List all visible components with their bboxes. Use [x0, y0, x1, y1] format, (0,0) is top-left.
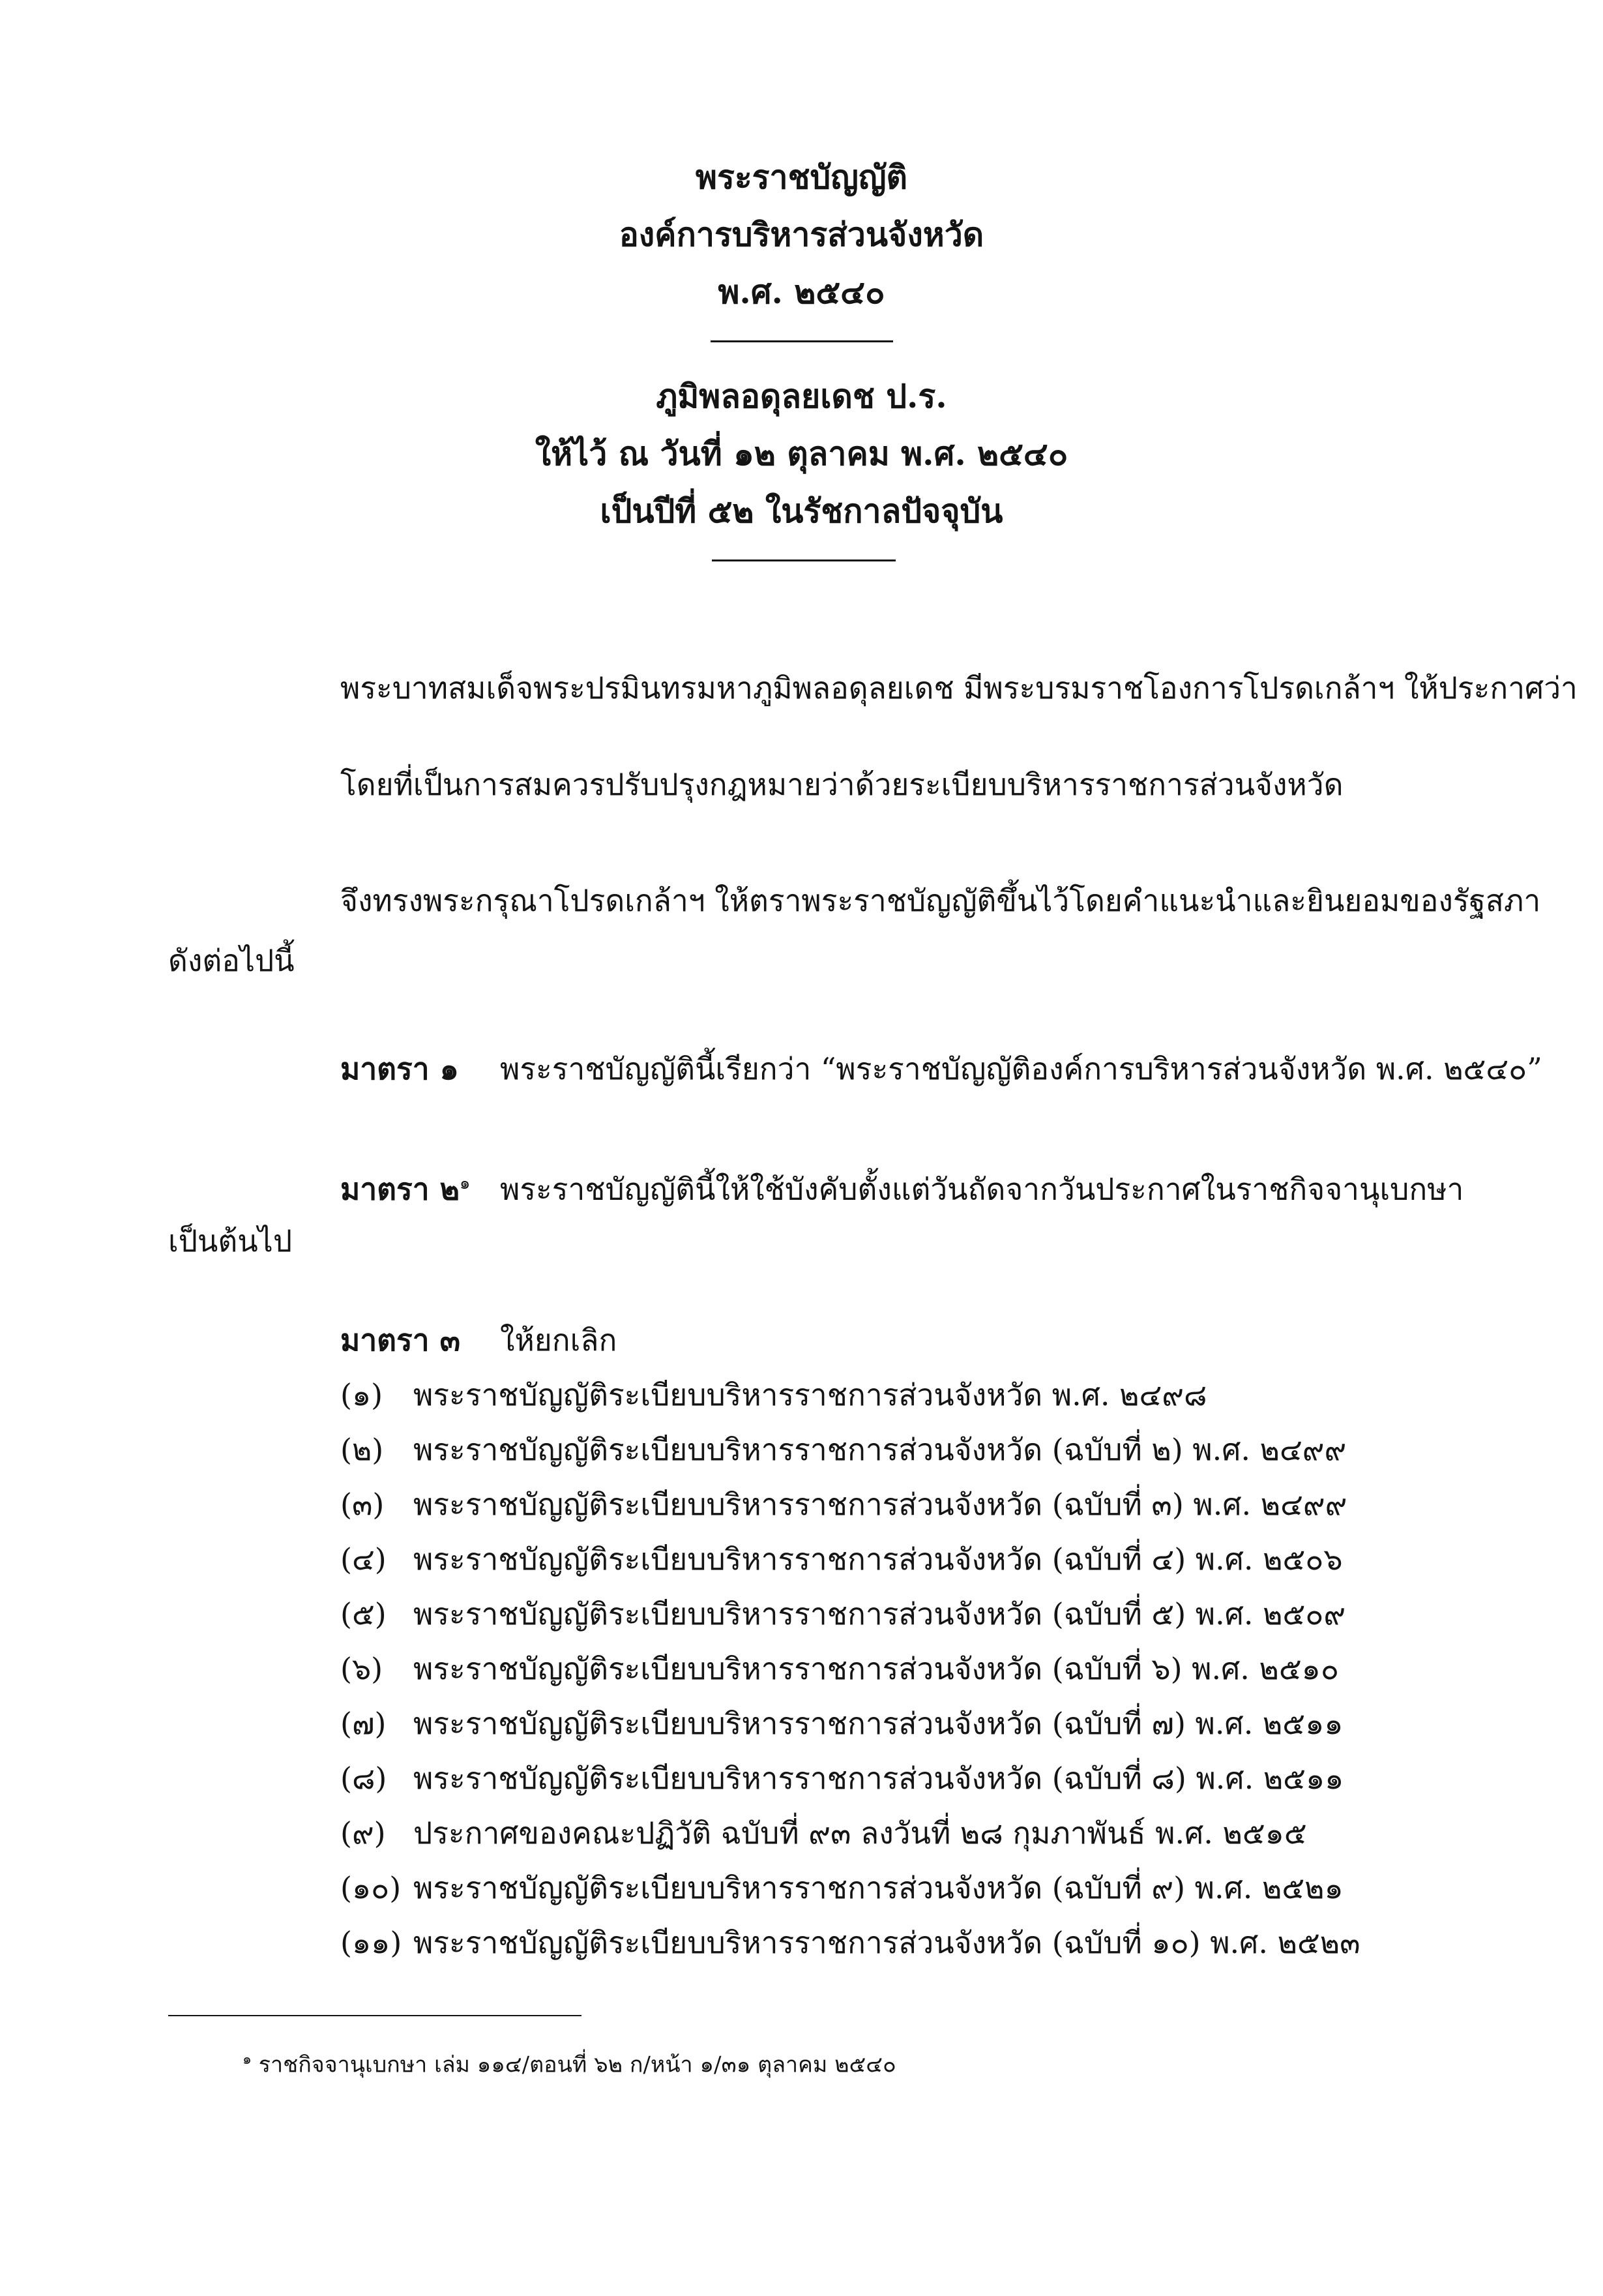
section-1-label: มาตรา ๑ — [340, 1051, 459, 1086]
footnote — [243, 2044, 896, 2081]
repealed-item-number: (๙) — [340, 1815, 386, 1851]
repealed-item — [340, 1536, 1343, 1582]
preamble-proclamation: พระบาทสมเด็จพระปรมินทรมหาภูมิพลอดุลยเดช มีพระบรมราชโองการโปรดเกล้าฯ ให้ประกาศว่า — [340, 670, 1578, 706]
repealed-item-text: พระราชบัญญัติระเบียบบริหารราชการส่วนจังหวัด (ฉบับที่ ๓) พ.ศ. ๒๔๙๙ — [413, 1487, 1347, 1522]
repealed-item-number: (๗) — [340, 1706, 387, 1741]
reign-year: เป็นปีที่ ๕๒ ในรัชกาลปัจจุบัน — [600, 492, 1003, 530]
repealed-item-text: พระราชบัญญัติระเบียบบริหารราชการส่วนจังหวัด (ฉบับที่ ๘) พ.ศ. ๒๕๑๑ — [413, 1761, 1344, 1796]
royal-signature: ภูมิพลอดุลยเดช ป.ร. — [656, 377, 947, 415]
repealed-item-number: (๒) — [340, 1432, 384, 1467]
section-3 — [340, 1317, 617, 1363]
repealed-item-text: พระราชบัญญัติระเบียบบริหารราชการส่วนจังหวัด (ฉบับที่ ๖) พ.ศ. ๒๕๑๐ — [413, 1651, 1339, 1686]
act-subject: องค์การบริหารส่วนจังหวัด — [619, 215, 984, 254]
repealed-item-number: (๘) — [340, 1761, 387, 1796]
act-year: พ.ศ. ๒๕๔๐ — [718, 273, 885, 311]
repealed-item — [340, 1482, 1347, 1527]
preamble-enactment-cont: ดังต่อไปนี้ — [168, 943, 295, 978]
repealed-item-text: พระราชบัญญัติระเบียบบริหารราชการส่วนจังหวัด (ฉบับที่ ๕) พ.ศ. ๒๕๐๙ — [413, 1596, 1346, 1632]
footnote-marker: ๑ — [459, 1174, 471, 1193]
section-2 — [340, 1161, 1463, 1212]
footnote-divider — [168, 2015, 581, 2016]
repealed-item — [340, 1865, 1344, 1911]
repealed-item — [340, 1810, 1307, 1856]
repealed-item-text: พระราชบัญญัติระเบียบบริหารราชการส่วนจังหวัด (ฉบับที่ ๑๐) พ.ศ. ๒๕๒๓ — [413, 1925, 1360, 1960]
preamble-enactment: จึงทรงพระกรุณาโปรดเกล้าฯ ให้ตราพระราชบัญญัติขึ้นไว้โดยคำแนะนำและยินยอมของรัฐสภา — [340, 883, 1541, 918]
given-date: ให้ไว้ ณ วันที่ ๑๒ ตุลาคม พ.ศ. ๒๕๔๐ — [535, 434, 1068, 473]
repealed-item — [340, 1755, 1344, 1801]
repealed-item-number: (๑๐) — [340, 1870, 402, 1905]
repealed-item-text: พระราชบัญญัติระเบียบบริหารราชการส่วนจังหวัด (ฉบับที่ ๗) พ.ศ. ๒๕๑๑ — [413, 1706, 1344, 1741]
repealed-item-number: (๑๑) — [340, 1925, 402, 1960]
repealed-item-text: พระราชบัญญัติระเบียบบริหารราชการส่วนจังหวัด (ฉบับที่ ๙) พ.ศ. ๒๕๒๑ — [413, 1870, 1344, 1905]
repealed-item-text: พระราชบัญญัติระเบียบบริหารราชการส่วนจังหวัด พ.ศ. ๒๔๙๘ — [413, 1377, 1207, 1412]
repealed-item — [340, 1591, 1346, 1637]
section-3-label: มาตรา ๓ — [340, 1322, 461, 1358]
section-1-text: พระราชบัญญัตินี้เรียกว่า “พระราชบัญญัติองค์การบริหารส่วนจังหวัด พ.ศ. ๒๕๔๐” — [500, 1051, 1542, 1086]
repealed-item — [340, 1920, 1360, 1965]
section-2-text: พระราชบัญญัตินี้ให้ใช้บังคับตั้งแต่วันถัดจากวันประกาศในราชกิจจานุเบกษา — [500, 1171, 1464, 1207]
footnote-text: ราชกิจจานุเบกษา เล่ม ๑๑๔/ตอนที่ ๖๒ ก/หน้า ๑/๓๑ ตุลาคม ๒๕๔๐ — [258, 2051, 896, 2078]
repealed-item-number: (๖) — [340, 1651, 383, 1686]
section-2-label: มาตรา ๒$^๑$ — [340, 1171, 471, 1207]
repealed-item-text: พระราชบัญญัติระเบียบบริหารราชการส่วนจังหวัด (ฉบับที่ ๒) พ.ศ. ๒๔๙๙ — [413, 1432, 1347, 1467]
repealed-item-number: (๔) — [340, 1542, 387, 1577]
repealed-item-text: ประกาศของคณะปฏิวัติ ฉบับที่ ๙๓ ลงวันที่ ๒๘ กุมภาพันธ์ พ.ศ. ๒๕๑๕ — [413, 1815, 1307, 1851]
repealed-item — [340, 1427, 1346, 1472]
repealed-item-text: พระราชบัญญัติระเบียบบริหารราชการส่วนจังหวัด (ฉบับที่ ๔) พ.ศ. ๒๕๐๖ — [413, 1542, 1343, 1577]
section-3-text: ให้ยกเลิก — [500, 1322, 617, 1358]
footnote-marker-ref: ๑ — [243, 2051, 252, 2068]
repealed-item-number: (๕) — [340, 1596, 387, 1632]
signature-divider — [712, 559, 896, 561]
repealed-item-number: (๑) — [340, 1377, 383, 1412]
section-1 — [340, 1046, 1542, 1092]
preamble-reason: โดยที่เป็นการสมควรปรับปรุงกฎหมายว่าด้วยระเบียบบริหารราชการส่วนจังหวัด — [340, 767, 1344, 802]
repealed-item — [340, 1646, 1339, 1692]
section-2-text-cont: เป็นต้นไป — [168, 1223, 293, 1259]
repealed-item — [340, 1372, 1207, 1418]
title-divider — [711, 340, 893, 342]
repealed-item — [340, 1701, 1343, 1746]
act-title: พระราชบัญญัติ — [696, 158, 907, 196]
repealed-item-number: (๓) — [340, 1487, 385, 1522]
